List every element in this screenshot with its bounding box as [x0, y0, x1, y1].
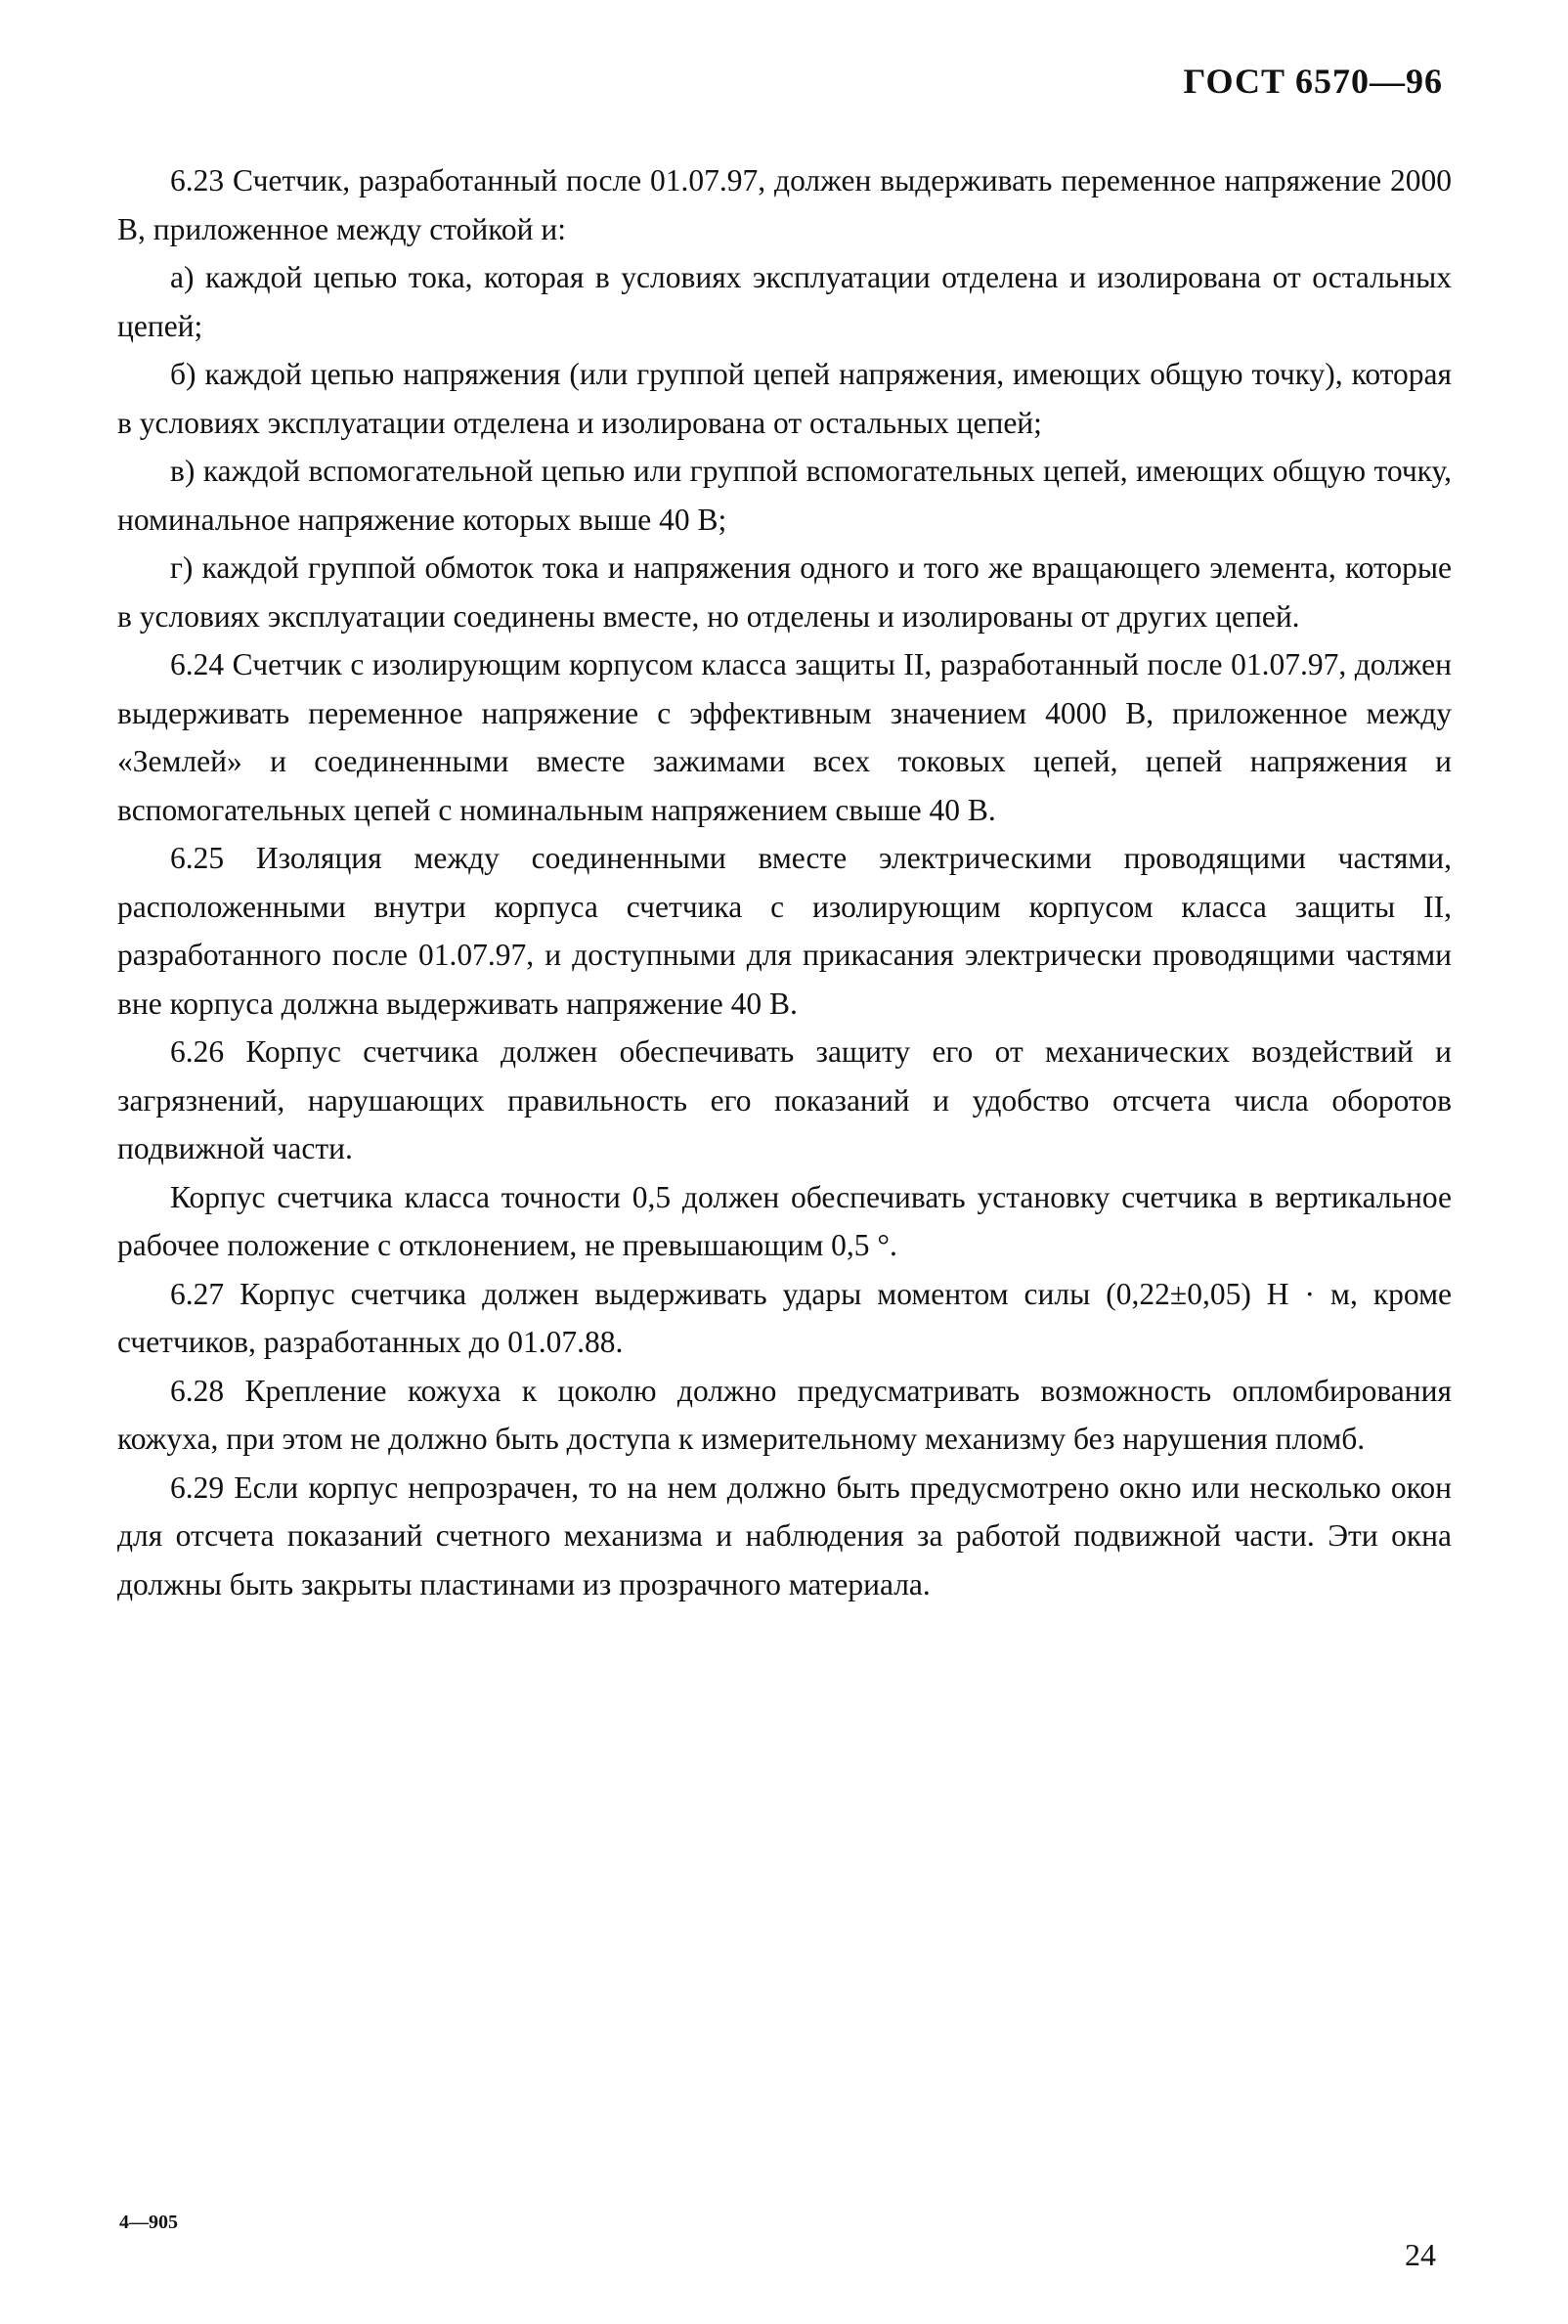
footer-signature-mark: 4—905 [119, 2212, 178, 2233]
document-body [117, 156, 1452, 1608]
paragraph-6-28: 6.28 Крепление кожуха к цоколю должно предусматривать возможность опломбирования кожуха, при этом не должно быть доступа к измерительному механизму без нарушения пломб. [117, 1373, 1452, 1456]
page-header-standard-number: ГОСТ 6570—96 [1183, 62, 1443, 101]
paragraph-6-24: 6.24 Счетчик с изолирующим корпусом класса защиты II, разработанный после 01.07.97, должен выдерживать переменное напряжение с эффективным значением 4000 В, приложенное между «Землей» и соединенными вместе зажимами всех токовых цепей, цепей напряжения и вспомогательных цепей с номинальным напряжением свыше 40 В. [117, 647, 1452, 827]
paragraph-item-v: в) каждой вспомогательной цепью или группой вспомогательных цепей, имеющих общую точку, номинальное напряжение которых выше 40 В; [117, 454, 1452, 537]
paragraph-6-25: 6.25 Изоляция между соединенными вместе электрическими проводящими частями, расположенными внутри корпуса счетчика с изолирующим корпусом класса защиты II, разработанного после 01.07.97, и доступными для прикасания электрически проводящими частями вне корпуса должна выдерживать напряжение 40 В. [117, 841, 1452, 1021]
paragraph-6-23: 6.23 Счетчик, разработанный после 01.07.97, должен выдерживать переменное напряжение 2000 В, приложенное между стойкой и: [117, 163, 1452, 246]
paragraph-item-a: а) каждой цепью тока, которая в условиях эксплуатации отделена и изолирована от остальных цепей; [117, 260, 1452, 343]
paragraph-item-b: б) каждой цепью напряжения (или группой цепей напряжения, имеющих общую точку), которая в условиях эксплуатации отделена и изолирована от остальных цепей; [117, 357, 1452, 440]
paragraph-6-27: 6.27 Корпус счетчика должен выдерживать удары моментом силы (0,22±0,05) Н · м, кроме счетчиков, разработанных до 01.07.88. [117, 1276, 1452, 1359]
paragraph-6-26: 6.26 Корпус счетчика должен обеспечивать защиту его от механических воздействий и загрязнений, нарушающих правильность его показаний и удобство отсчета числа оборотов подвижной части. [117, 1034, 1452, 1165]
page-number: 24 [1405, 2237, 1436, 2272]
paragraph-6-29: 6.29 Если корпус непрозрачен, то на нем должно быть предусмотрено окно или несколько окон для отсчета показаний счетного механизма и наблюдения за работой подвижной части. Эти окна должны быть закрыты пластинами из прозрачного материала. [117, 1469, 1452, 1601]
paragraph-item-g: г) каждой группой обмоток тока и напряжения одного и того же вращающего элемента, которые в условиях эксплуатации соединены вместе, но отделены и изолированы от других цепей. [117, 550, 1452, 634]
paragraph-6-26-continued: Корпус счетчика класса точности 0,5 должен обеспечивать установку счетчика в вертикальное рабочее положение с отклонением, не превышающим 0,5 °. [117, 1179, 1452, 1262]
